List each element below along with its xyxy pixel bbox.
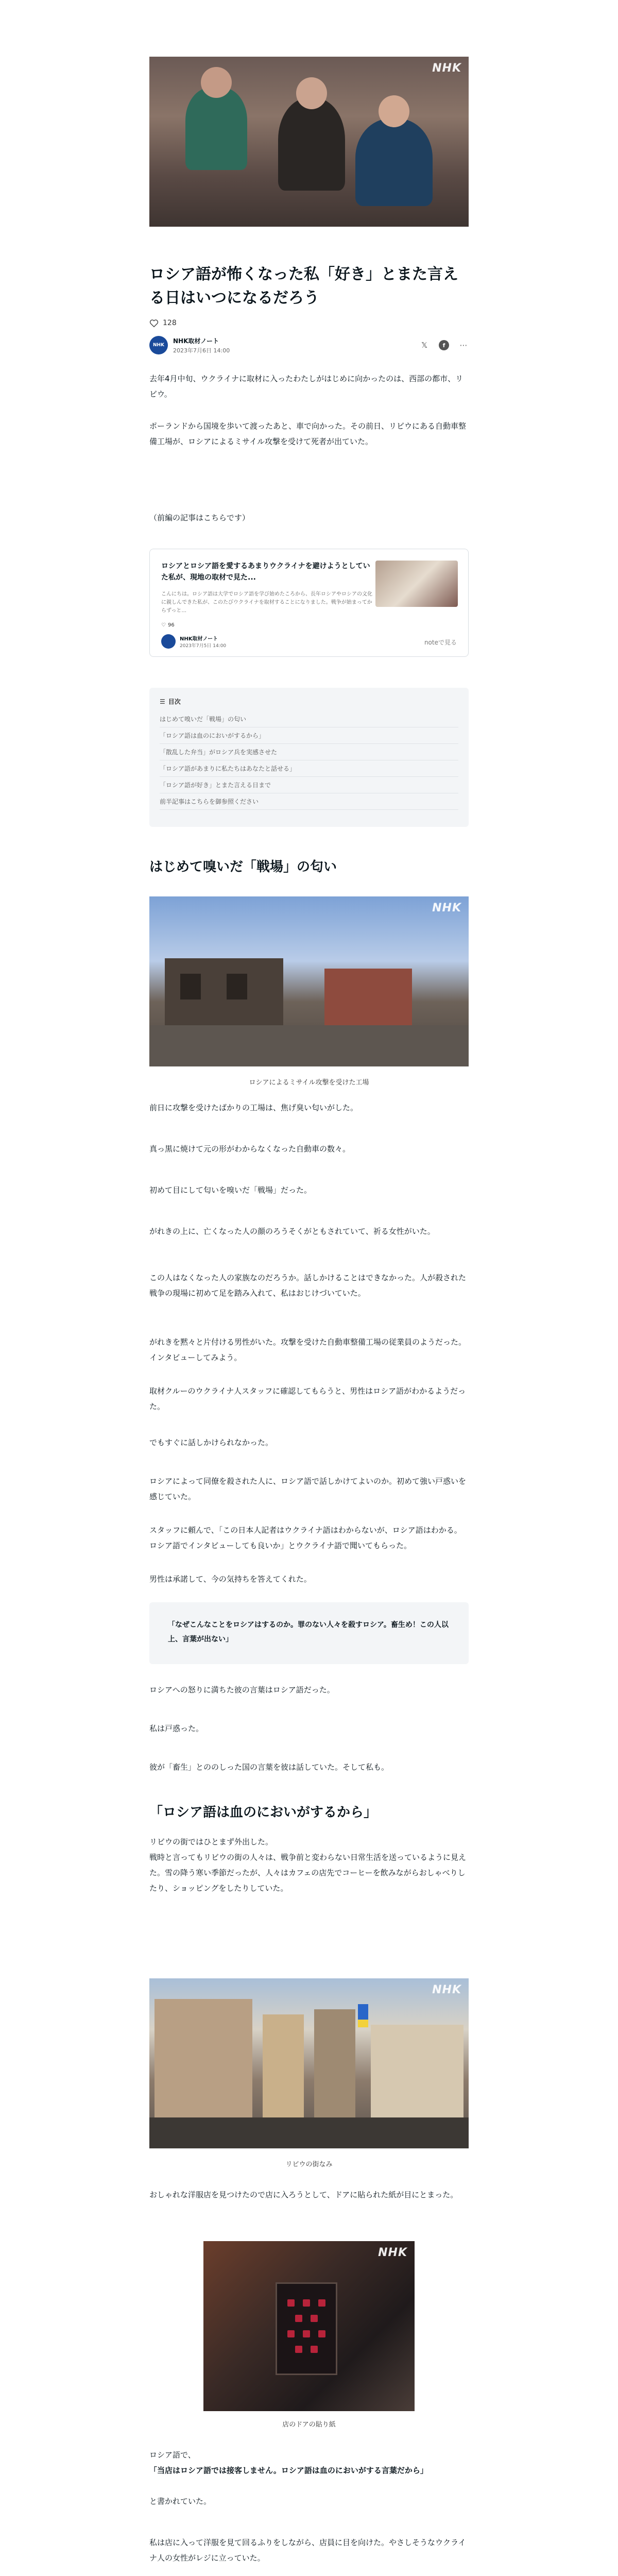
toc-heading[interactable] <box>160 697 458 706</box>
author-avatar[interactable]: NHK <box>149 336 168 354</box>
photo-caption: リビウの街なみ <box>285 2161 333 2168</box>
body-paragraph: 前日に攻撃を受けたばかりの工場は、焦げ臭い匂いがした。 <box>149 1103 358 1112</box>
intro-paragraph-2: ポーランドから国境を歩いて渡ったあと、車で向かった。その前日、リビウにある自動車整備工場が、ロシアによるミサイル攻撃を受けて死者が出ていた。 <box>149 421 467 446</box>
related-card-excerpt: こんにちは。ロシア語は大学でロシア語を学び始めたころから、長年ロシアやロシアの文化に親しんできた私が、このたびウクライナを取材することになりました。戦争が始まってからずっと... <box>161 591 372 614</box>
body-paragraph: ロシアによって同僚を殺された人に、ロシア語で話しかけてよいのか。初めて強い戸惑いを感じていた。 <box>149 1477 467 1501</box>
body-paragraph: 私は店に入って洋服を見て回るふりをしながら、店員に目を向けた。やさしそうなウクライナ人の女性がレジに立っていた。 <box>149 2538 466 2563</box>
interview-quote: 「なぜこんなことをロシアはするのか。罪のない人々を殺すロシア。畜生め！この人以上、言葉が出ない」 <box>149 1602 469 1664</box>
photo-caption: 店のドアの貼り紙 <box>282 2421 336 2429</box>
toc-item[interactable]: はじめて嗅いだ「戦場」の匂い <box>160 711 458 727</box>
notice-translation: 「当店はロシア語では接客しません。ロシア語は血のにおいがする言葉だから」 <box>149 2466 428 2475</box>
body-paragraph: おしゃれな洋服店を見つけたので店に入ろうとして、ドアに貼られた紙が目にとまった。 <box>149 2190 458 2199</box>
heart-icon: ♡ <box>161 622 166 628</box>
list-icon: ☰ <box>160 698 165 705</box>
nhk-watermark: NHK <box>432 62 461 75</box>
link-icon[interactable]: ⋯ <box>459 341 468 350</box>
heart-icon[interactable] <box>149 319 159 327</box>
body-paragraph: と書かれていた。 <box>149 2497 212 2506</box>
body-paragraph: がれきの上に、亡くなった人の顔のろうそくがともされていて、祈る女性がいた。 <box>149 1227 435 1236</box>
ruined-factory-photo <box>149 896 469 1066</box>
like-counter[interactable] <box>149 318 177 328</box>
body-paragraph: でもすぐに話しかけられなかった。 <box>149 1438 273 1447</box>
shop-door-notice-photo <box>203 2241 415 2411</box>
author-name[interactable]: NHK取材ノート <box>173 337 219 345</box>
hero-photo <box>149 57 469 227</box>
body-paragraph: ロシアへの怒りに満ちた彼の言葉はロシア語だった。 <box>149 1685 335 1694</box>
photo-caption: ロシアによるミサイル攻撃を受けた工場 <box>249 1079 369 1087</box>
x-icon[interactable]: 𝕏 <box>421 341 428 350</box>
body-paragraph: ロシア語で、 <box>149 2450 196 2460</box>
toc-item[interactable]: 「散乱した弁当」がロシア兵を実感させた <box>160 744 458 760</box>
body-paragraph: 初めて目にして匂いを嗅いだ「戦場」だった。 <box>149 1185 312 1195</box>
body-paragraph: スタッフに頼んで、「この日本人記者はウクライナ語はわからないが、ロシア語はわかる。ロシア語でインタビューしても良いか」とウクライナ語で聞いてもらった。 <box>149 1526 462 1550</box>
related-card-date: 2023年7月5日 14:00 <box>180 643 227 649</box>
related-card-byline <box>161 634 226 649</box>
body-paragraph: 真っ黒に焼けて元の形がわからなくなった自動車の数々。 <box>149 1144 351 1154</box>
door-notice-sheet <box>276 2282 337 2375</box>
related-card-avatar <box>161 634 176 649</box>
related-card-more-link[interactable]: noteで見る <box>424 639 457 646</box>
related-article-card[interactable] <box>149 549 469 657</box>
toc-item[interactable]: 「ロシア語が好き」とまた言える日まで <box>160 777 458 793</box>
related-card-title[interactable]: ロシアとロシア語を愛するあまりウクライナを避けようとしていた私が、現地の取材で見た... <box>161 562 370 582</box>
nhk-watermark: NHK <box>432 902 461 914</box>
body-paragraph: 彼が「畜生」とののしった国の言葉を彼は話していた。そして私も。 <box>149 1762 389 1772</box>
like-count: 128 <box>163 319 177 327</box>
nhk-watermark: NHK <box>378 2246 407 2259</box>
related-card-like-count: 96 <box>167 622 175 628</box>
body-paragraph: がれきを黙々と片付ける男性がいた。攻撃を受けた自動車整備工場の従業員のようだった。インタビューしてみよう。 <box>149 1337 467 1362</box>
article-title: ロシア語が怖くなった私「好き」とまた言える日はいつになるだろう <box>149 265 458 307</box>
body-paragraph: 戦時と言ってもリビウの街の人々は、戦争前と変わらない日常生活を送っているように見えた。雪の降う寒い季節だったが、人々はカフェの店先でコーヒーを飲みながらおしゃべりしたり、ショッピングをしたりしていた。 <box>149 1853 467 1893</box>
body-paragraph: 私は戸惑った。 <box>149 1724 204 1733</box>
body-paragraph: 男性は承諾して、今の気持ちを答えてくれた。 <box>149 1574 312 1584</box>
toc-heading-label: 目次 <box>168 698 181 705</box>
section-heading-1: はじめて嗅いだ「戦場」の匂い <box>149 859 337 875</box>
intro-link-note[interactable]: （前編の記事はこちらです） <box>149 513 250 522</box>
related-card-likes <box>161 622 175 628</box>
section-heading-2: 「ロシア語は血のにおいがするから」 <box>149 1805 377 1820</box>
toc-item[interactable]: 「ロシア語があまりに私たちはあなたと話せる」 <box>160 760 458 777</box>
intro-paragraph-1: 去年4月中旬、ウクライナに取材に入ったわたしがはじめに向かったのは、西部の都市、リビウ。 <box>149 374 464 399</box>
lviv-street-photo <box>149 1978 469 2148</box>
body-paragraph: この人はなくなった人の家族なのだろうか。話しかけることはできなかった。人が殺された戦争の現場に初めて足を踏み入れて、私はおじけづいていた。 <box>149 1273 467 1298</box>
nhk-watermark: NHK <box>432 1984 461 1996</box>
toc-item[interactable]: 「ロシア語は血のにおいがするから」 <box>160 727 458 744</box>
toc-item[interactable]: 前半記事はこちらを御参照ください <box>160 793 458 810</box>
related-card-thumbnail[interactable] <box>375 561 458 607</box>
table-of-contents <box>149 688 469 827</box>
byline <box>149 335 469 355</box>
publish-date: 2023年7月6日 14:00 <box>173 347 230 354</box>
body-paragraph: 取材クルーのウクライナ人スタッフに確認してもらうと、男性はロシア語がわかるようだった。 <box>149 1386 466 1411</box>
related-card-author: NHK取材ノート <box>180 636 218 642</box>
body-paragraph: リビウの街ではひとまず外出した。 <box>149 1837 273 1846</box>
share-bar <box>419 340 469 350</box>
facebook-icon[interactable]: f <box>439 340 449 350</box>
